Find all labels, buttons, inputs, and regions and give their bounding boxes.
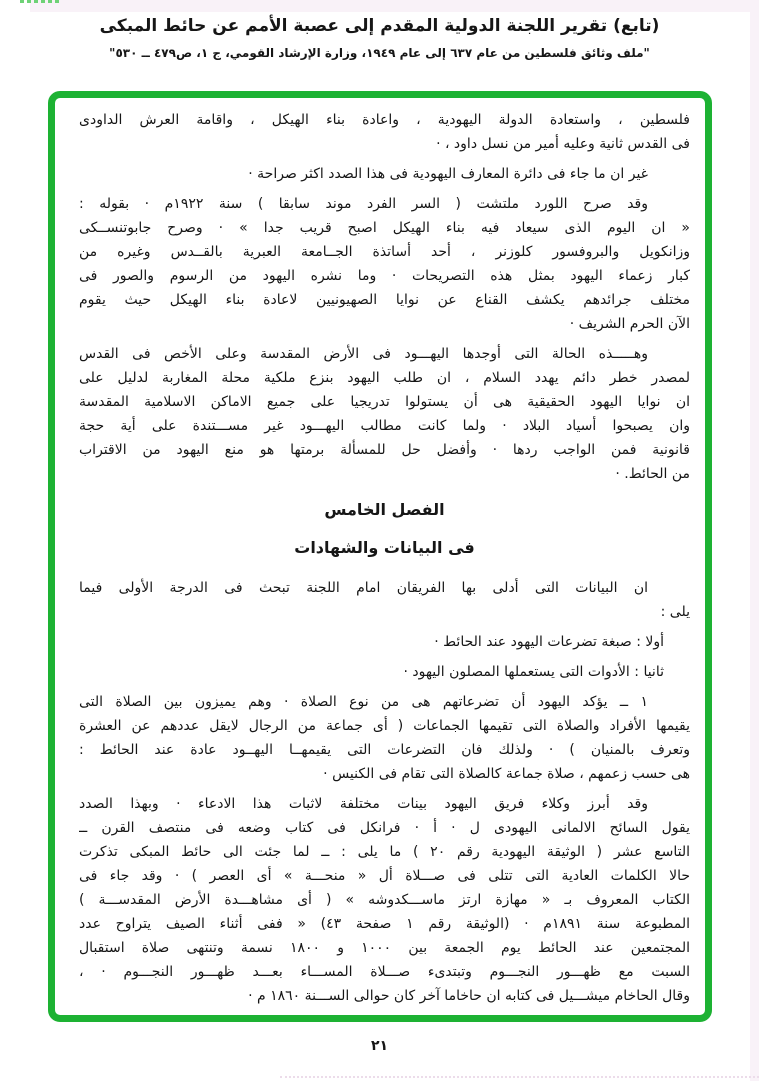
paragraph <box>79 162 690 186</box>
text-line: غير ان ما جاء فى دائرة المعارف اليهودية فى هذا الصدد اكثر صراحة · <box>248 166 648 182</box>
highlight-border-box <box>48 91 712 1022</box>
text-line: من الحائط. · <box>615 466 690 482</box>
chapter-heading: الفصل الخامس <box>324 500 445 519</box>
text-line: وتعرف بالمنيان ) · ولذلك فان التضرعات التى يقيمهــا اليهــود عادة عند الحائط : <box>79 742 690 758</box>
paragraph <box>79 690 690 786</box>
text-line: وزانكويل والبروفسور كلوزنر ، أحد أساتذة الجــامعة العبرية بالقــدس وغيره من <box>79 244 690 260</box>
paragraph <box>79 192 690 336</box>
list-item-first: أولا : صبغة تضرعات اليهود عند الحائط · <box>434 634 664 650</box>
section-heading: فى البيانات والشهادات <box>294 538 475 557</box>
document-title: (تابع) تقرير اللجنة الدولية المقدم إلى عصبة الأمم عن حائط المبكى <box>99 16 660 36</box>
text-line: يلى : <box>660 604 690 620</box>
paragraph-continuation <box>79 108 690 156</box>
text-line: وقد صرح اللورد ملتشت ( السر الفرد موند سابقا ) سنة ١٩٢٢م · بقوله : <box>79 196 648 212</box>
page-number: ٢١ <box>370 1038 389 1054</box>
text-line: مختلف جرائدهم يكشف القناع عن نوايا الصهيونيين لاعادة بناء الهيكل حيث يقوم <box>79 292 690 308</box>
paragraph <box>79 342 690 486</box>
scan-edge-top <box>30 0 759 12</box>
text-line: التاسع عشر ( الوثيقة اليهودية رقم ٢٠ ) ما يلى : ــ لما جئت الى حائط المبكى تذكرت <box>79 844 690 860</box>
text-line: السبت مع ظهـــور النجـــوم وتبتدىء صـــلاة المســـاء بعـــد ظهـــور النجـــوم · ، <box>79 964 690 980</box>
scan-artifact-green-dashes <box>20 0 60 3</box>
text-line: لمصدر خطر دائم يهدد السلام ، ان طلب اليهود بنزع ملكية محلة المغاربة لدليل على <box>79 370 690 386</box>
text-line: هى حسب زعمهم ، صلاة جماعة كالصلاة التى تقام فى الكنيس · <box>323 766 690 782</box>
list-item-second: ثانيا : الأدوات التى يستعملها المصلون اليهود · <box>403 664 664 680</box>
text-line: ان البيانات التى أدلى بها الفريقان امام اللجنة تبحث فى الدرجة الأولى فيما <box>79 580 648 596</box>
text-line: « ان اليوم الذى سيعاد فيه بناء الهيكل اصبح قريب جدا » · وصرح جابوتنســكى <box>79 220 690 236</box>
text-line: وقال الحاخام ميشـــيل فى كتابه ان حاخاما آخر كان حوالى الســـنة ١٨٦٠ م · <box>248 988 690 1004</box>
text-line: فى القدس ثانية وعليه أمير من نسل داود ، · <box>436 136 690 152</box>
text-line: المطبوعة سنة ١٨٩١م · (الوثيقة رقم ١ صفحة ٤٣) « ففى أثناء الصيف يتراوح عدد <box>79 916 690 932</box>
text-line: يقيمها الأفراد والصلاة التى تقيمها الجماعات ( أى جماعة من الرجال لايقل عددهم عن العشرة <box>79 718 690 734</box>
text-line: وان يصبحوا أسياد البلاد · ولما كانت مطالب اليهـــود غير مســـتندة على أية حجة <box>79 418 690 434</box>
source-citation: "ملف وثائق فلسطين من عام ٦٣٧ إلى عام ١٩٤٩، وزارة الإرشاد القومي، ج ١، ص٤٧٩ ــ ٥٣٠" <box>109 46 650 60</box>
text-line: كبار زعماء اليهود بمثل هذه التصريحات · وما نشره اليهود من الرسوم والصور فى <box>79 268 690 284</box>
paragraph <box>79 792 690 1008</box>
text-line: يقول السائح الالمانى اليهودى ل · أ · فرانكل فى كتاب وضعه فى منتصف القرن ــ <box>79 820 690 836</box>
text-line: حالا الكلمات العادية التى تتلى فى صـــلاة أل « منحـــة » أى العصر ) · وقد جاء فى <box>79 868 690 884</box>
text-line: فلسطين ، واستعادة الدولة اليهودية ، واعادة بناء الهيكل ، واقامة العرش الداودى <box>79 112 690 128</box>
text-line: ان نوايا اليهود الحقيقية هى أن يستولوا تدريجيا على جميع الاماكن الاسلامية المقدسة <box>79 394 690 410</box>
text-line: الكتاب المعروف بـ « مهازة ارتز ماســـكدوشه » ( أى مشاهـــدة الأرض المقدســـة ) <box>79 892 690 908</box>
scan-edge-bottom <box>280 1076 759 1078</box>
text-line: الآن الحرم الشريف · <box>569 316 690 332</box>
text-line: المجتمعين عند الحائط يوم الجمعة بين ١٠٠٠ و ١٨٠٠ نسمة وتنتهى صلاة استقبال <box>79 940 690 956</box>
text-line: قانونية فمن الواجب ردها · وأفضل حل للمسألة برمتها هو منع اليهود من الاقتراب <box>79 442 690 458</box>
text-line: وهـــــذه الحالة التى أوجدها اليهـــود فى الأرض المقدسة وعلى الأخص فى القدس <box>79 346 648 362</box>
text-line: وقد أبرز وكلاء فريق اليهود بينات مختلفة لاثبات هذا الادعاء · وبهذا الصدد <box>79 796 648 812</box>
document-header <box>0 16 759 60</box>
paragraph <box>79 576 690 624</box>
scan-edge-right <box>750 0 759 1081</box>
text-line: ١ ــ يؤكد اليهود أن تضرعاتهم هى من نوع الصلاة · وهم يميزون بين الصلاة التى <box>79 694 648 710</box>
page-content <box>55 98 705 1008</box>
